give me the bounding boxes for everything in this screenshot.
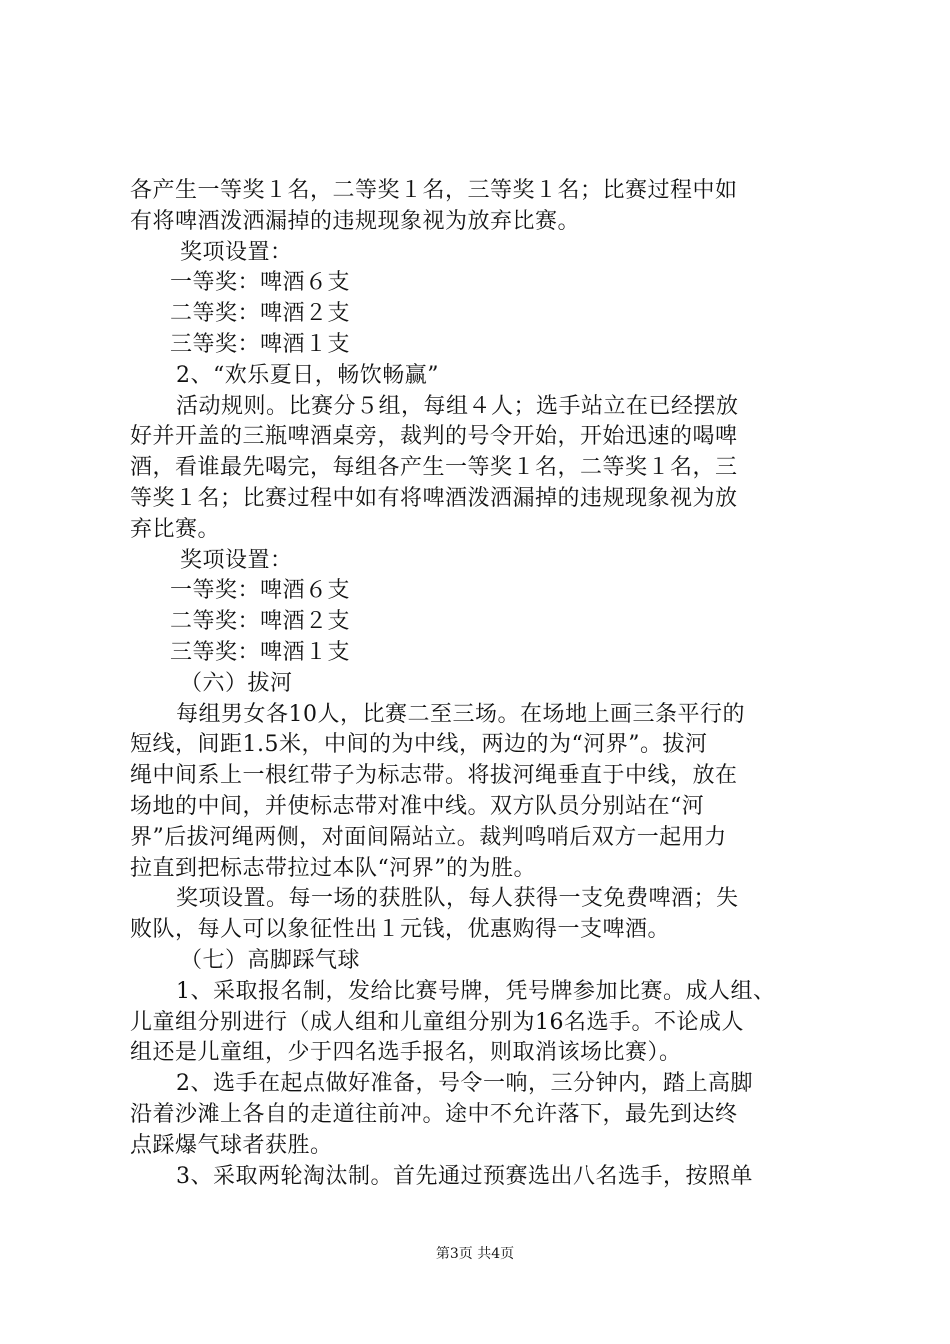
text-line: 短线，间距1.5米，中间的为中线，两边的为“河界”。拔河 bbox=[130, 732, 708, 758]
text-line: 界”后拔河绳两侧，对面间隔站立。裁判鸣哨后双方一起用力 bbox=[130, 824, 727, 850]
text-line: 有将啤酒泼洒漏掉的违规现象视为放弃比赛。 bbox=[130, 208, 581, 234]
text-line: 2、“欢乐夏日，畅饮畅赢” bbox=[176, 362, 439, 388]
text-line: 等奖１名；比赛过程中如有将啤酒泼洒漏掉的违规现象视为放 bbox=[130, 485, 738, 511]
text-line: 绳中间系上一根红带子为标志带。将拔河绳垂直于中线，放在 bbox=[130, 763, 738, 789]
text-line: 弃比赛。 bbox=[130, 516, 221, 542]
text-line: 1、采取报名制，发给比赛号牌，凭号牌参加比赛。成人组、 bbox=[176, 978, 776, 1004]
text-line: 二等奖：啤酒２支 bbox=[170, 301, 351, 327]
text-line: 沿着沙滩上各自的走道往前冲。途中不允许落下，最先到达终 bbox=[130, 1101, 738, 1127]
text-line: 三等奖：啤酒１支 bbox=[170, 639, 351, 665]
text-line: 一等奖：啤酒６支 bbox=[170, 270, 351, 296]
text-line: 点踩爆气球者获胜。 bbox=[130, 1132, 333, 1158]
text-line: 好并开盖的三瓶啤酒桌旁，裁判的号令开始，开始迅速的喝啤 bbox=[130, 424, 738, 450]
text-line: 2、选手在起点做好准备，号令一响，三分钟内，踏上高脚 bbox=[176, 1071, 753, 1097]
text-line: 败队，每人可以象征性出１元钱，优惠购得一支啤酒。 bbox=[130, 917, 671, 943]
text-line: 一等奖：啤酒６支 bbox=[170, 578, 351, 604]
text-line: 奖项设置： bbox=[180, 239, 293, 265]
text-line: 二等奖：啤酒２支 bbox=[170, 609, 351, 635]
text-line: 各产生一等奖１名，二等奖１名，三等奖１名；比赛过程中如 bbox=[130, 178, 738, 203]
text-line: 活动规则。比赛分５组，每组４人；选手站立在已经摆放 bbox=[176, 393, 739, 419]
text-line: 3、采取两轮淘汰制。首先通过预赛选出八名选手，按照单 bbox=[176, 1163, 753, 1189]
text-line: 三等奖：啤酒１支 bbox=[170, 331, 351, 357]
text-line: 儿童组分别进行（成人组和儿童组分别为16名选手。不论成人 bbox=[130, 1009, 744, 1035]
text-line: 每组男女各10人，比赛二至三场。在场地上画三条平行的 bbox=[176, 701, 745, 727]
text-line: 奖项设置： bbox=[180, 547, 293, 573]
text-line: 拉直到把标志带拉过本队“河界”的为胜。 bbox=[130, 855, 536, 881]
text-line: 场地的中间，并使标志带对准中线。双方队员分别站在“河 bbox=[130, 793, 705, 819]
document-body bbox=[130, 176, 830, 1192]
text-line: 组还是儿童组，少于四名选手报名，则取消该场比赛）。 bbox=[130, 1040, 682, 1066]
text-line: 奖项设置。每一场的获胜队，每人获得一支免费啤酒；失 bbox=[176, 886, 739, 912]
text-line: （六）拔河 bbox=[180, 670, 293, 696]
page-footer: 第3页 共4页 bbox=[435, 1246, 515, 1262]
text-line: （七）高脚踩气球 bbox=[180, 947, 361, 973]
text-line: 酒，看谁最先喝完，每组各产生一等奖１名，二等奖１名，三 bbox=[130, 455, 738, 481]
